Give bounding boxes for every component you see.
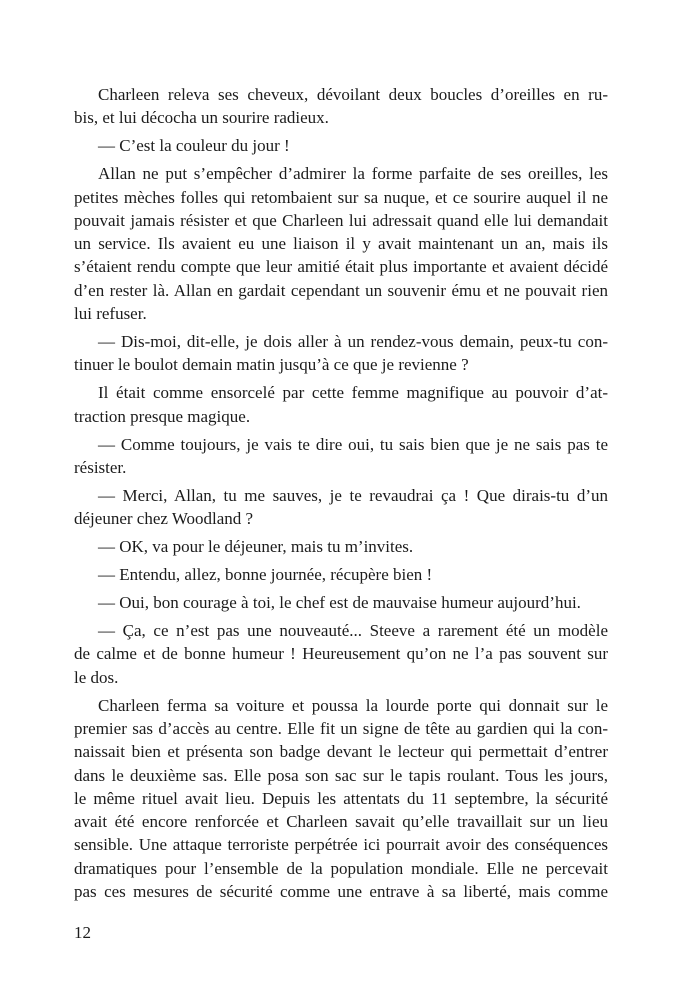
paragraph xyxy=(74,484,608,531)
paragraph xyxy=(74,134,608,157)
text-line: un service. Ils avaient eu une liaison il y avait maintenant un an, mais ils xyxy=(74,234,608,254)
paragraph xyxy=(74,694,608,904)
text-line: dramatiques pour l’ensemble de la population mondiale. Elle ne percevait xyxy=(74,858,608,878)
paragraph xyxy=(74,433,608,480)
text-line: tinuer le boulot demain matin jusqu’à ce que je revienne ? xyxy=(74,355,469,375)
text-line: — Entendu, allez, bonne journée, récupère bien ! xyxy=(98,565,433,585)
paragraph xyxy=(74,591,608,614)
text-line: pas ces mesures de sécurité comme une entrave à sa liberté, mais comme xyxy=(74,882,608,902)
text-line: avait été encore renforcée et Charleen savait qu’elle travaillait sur un lieu xyxy=(74,812,608,832)
text-line: traction presque magique. xyxy=(74,406,251,426)
text-line: dans le deuxième sas. Elle posa son sac sur le tapis roulant. Tous les jours, xyxy=(74,765,608,785)
text-line: d’en rester là. Allan en gardait cependant un souvenir ému et ne pouvait rien xyxy=(74,280,608,300)
text-line: — Ça, ce n’est pas une nouveauté... Steeve a rarement été un modèle xyxy=(98,621,608,641)
paragraph xyxy=(74,162,608,325)
text-line: Il était comme ensorcelé par cette femme magnifique au pouvoir d’at- xyxy=(98,383,608,403)
text-line: pouvait jamais résister et que Charleen lui adressait quand elle lui demandait xyxy=(74,210,608,230)
paragraph xyxy=(74,381,608,428)
text-line: premier sas d’accès au centre. Elle fit un signe de tête au gardien qui la con- xyxy=(74,718,608,738)
paragraph xyxy=(74,619,608,689)
text-line: naissait bien et présenta son badge devant le lecteur qui permettait d’entrer xyxy=(74,742,608,762)
text-line: — Merci, Allan, tu me sauves, je te revaudrai ça ! Que dirais-tu d’un xyxy=(98,485,608,505)
text-line: de calme et de bonne humeur ! Heureusement qu’on ne l’a pas souvent sur xyxy=(74,644,608,664)
text-line: le dos. xyxy=(74,667,119,687)
text-line: le même rituel avait lieu. Depuis les attentats du 11 septembre, la sécurité xyxy=(74,788,608,808)
text-line: bis, et lui décocha un sourire radieux. xyxy=(74,108,329,128)
text-line: lui refuser. xyxy=(74,304,147,324)
text-line: résister. xyxy=(74,457,127,477)
text-line: petites mèches folles qui retombaient sur sa nuque, et ce sourire auquel il ne xyxy=(74,187,608,207)
text-line: Allan ne put s’empêcher d’admirer la forme parfaite de ses oreilles, les xyxy=(98,164,608,184)
text-line: Charleen releva ses cheveux, dévoilant deux boucles d’oreilles en ru- xyxy=(98,85,608,104)
text-line: — Comme toujours, je vais te dire oui, tu sais bien que je ne sais pas te xyxy=(98,434,608,454)
text-line: déjeuner chez Woodland ? xyxy=(74,509,254,529)
text-line: — OK, va pour le déjeuner, mais tu m’invites. xyxy=(98,537,414,557)
paragraph xyxy=(74,563,608,586)
text-line: — Oui, bon courage à toi, le chef est de mauvaise humeur aujourd’hui. xyxy=(98,593,581,613)
text-line: sensible. Une attaque terroriste perpétrée ici pourrait avoir des conséquences xyxy=(74,835,608,855)
page-number: 12 xyxy=(74,923,91,942)
page-body-text xyxy=(74,83,608,908)
paragraph xyxy=(74,535,608,558)
text-line: — C’est la couleur du jour ! xyxy=(98,136,290,156)
paragraph xyxy=(74,83,608,130)
text-line: — Dis-moi, dit-elle, je dois aller à un rendez-vous demain, peux-tu con- xyxy=(98,332,608,352)
text-line: s’étaient rendu compte que leur amitié était plus importante et avaient décidé xyxy=(74,257,608,277)
text-line: Charleen ferma sa voiture et poussa la lourde porte qui donnait sur le xyxy=(98,695,608,715)
paragraph xyxy=(74,330,608,377)
